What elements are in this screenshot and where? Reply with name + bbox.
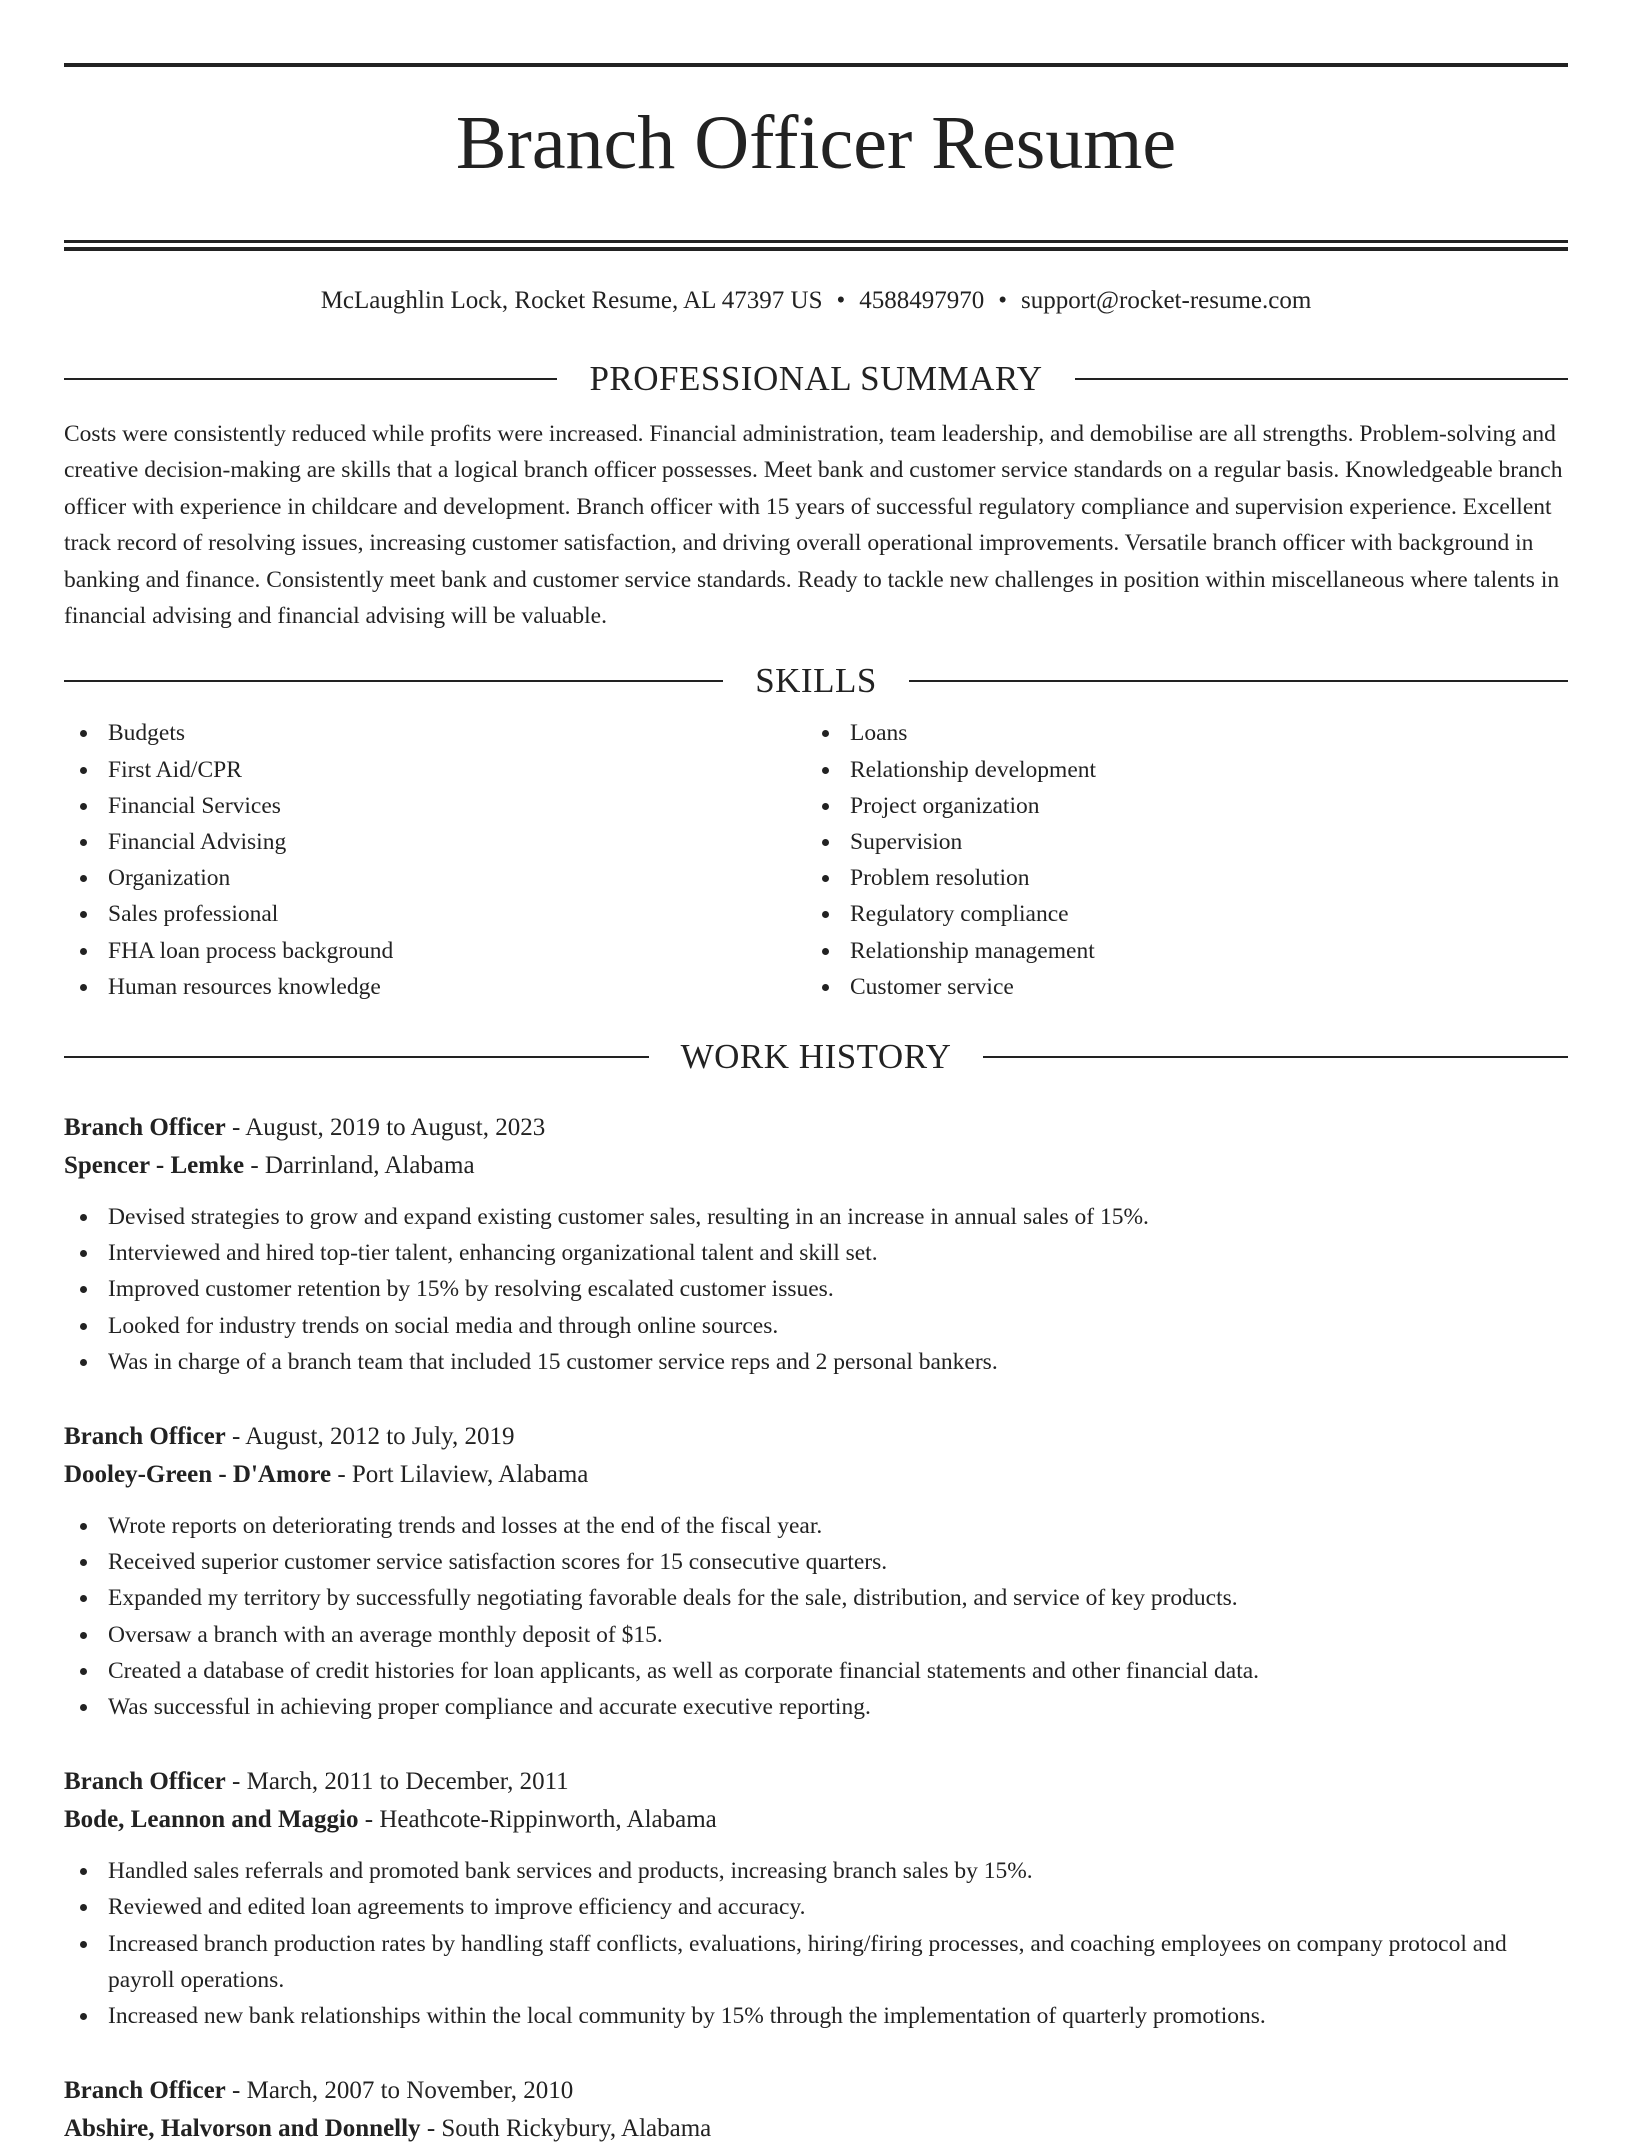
resume-page — [64, 0, 1568, 2148]
job-title-line — [64, 1418, 1568, 1456]
job-company-line — [64, 1456, 1568, 1494]
job-bullet: Looked for industry trends on social media and through online sources. — [64, 1308, 1568, 1344]
section-title: WORK HISTORY — [680, 1036, 952, 1076]
section-title: PROFESSIONAL SUMMARY — [589, 358, 1043, 398]
job-bullet: Interviewed and hired top-tier talent, enhancing organizational talent and skill set. — [64, 1235, 1568, 1271]
section-heading-summary — [64, 357, 1568, 401]
skill-item: Regulatory compliance — [806, 896, 1548, 932]
job-company-line — [64, 1147, 1568, 1185]
job-title: Branch Officer — [64, 2077, 226, 2105]
job-location: - Heathcote-Rippinworth, Alabama — [358, 1806, 717, 1834]
section-heading-work-history — [64, 1035, 1568, 1079]
job-title-line — [64, 1763, 1568, 1801]
job-bullet: Was successful in achieving proper compliance and accurate executive reporting. — [64, 1689, 1568, 1725]
top-rule — [64, 63, 1568, 67]
job-bullet: Received superior customer service satisfaction scores for 15 consecutive quarters. — [64, 1544, 1568, 1580]
job-title-line — [64, 1109, 1568, 1147]
skill-item: Project organization — [806, 788, 1548, 824]
skills-columns — [64, 715, 1568, 1005]
contact-separator: • — [998, 286, 1008, 314]
job-location: - Port Lilaview, Alabama — [331, 1460, 589, 1488]
page-title: Branch Officer Resume — [455, 101, 1177, 185]
job-company-line — [64, 2110, 1568, 2148]
job-company: Bode, Leannon and Maggio — [64, 1806, 359, 1834]
job-bullet: Devised strategies to grow and expand existing customer sales, resulting in an increase in annual sales of 15%. — [64, 1199, 1568, 1235]
job-location: - South Rickybury, Alabama — [420, 2115, 712, 2143]
job-company: Abshire, Halvorson and Donnelly — [64, 2115, 421, 2143]
skill-item: Budgets — [64, 715, 806, 751]
section-title: SKILLS — [755, 661, 877, 701]
skill-item: Loans — [806, 715, 1548, 751]
skill-item: Customer service — [806, 969, 1548, 1005]
heading-rule-right — [909, 680, 1568, 682]
job-entry — [64, 1418, 1568, 1725]
skill-item: First Aid/CPR — [64, 752, 806, 788]
skill-item: Supervision — [806, 824, 1548, 860]
skill-item: Financial Advising — [64, 824, 806, 860]
skills-list-right — [806, 715, 1548, 1005]
heading-rule-right — [983, 1056, 1568, 1058]
job-dates: - March, 2007 to November, 2010 — [225, 2077, 574, 2105]
skill-item: Relationship development — [806, 752, 1548, 788]
contact-email: support@rocket-resume.com — [1021, 286, 1312, 314]
section-heading-skills — [64, 659, 1568, 703]
job-title: Branch Officer — [64, 1768, 226, 1796]
job-bullets — [64, 1199, 1568, 1380]
contact-phone: 4588497970 — [859, 286, 985, 314]
job-bullet: Improved customer retention by 15% by resolving escalated customer issues. — [64, 1271, 1568, 1307]
skill-item: Problem resolution — [806, 860, 1548, 896]
skill-item: FHA loan process background — [64, 933, 806, 969]
job-title: Branch Officer — [64, 1113, 226, 1141]
job-dates: - August, 2012 to July, 2019 — [225, 1422, 515, 1450]
heading-rule-left — [64, 680, 723, 682]
contact-address: McLaughlin Lock, Rocket Resume, AL 47397 US — [320, 286, 823, 314]
job-bullets — [64, 1508, 1568, 1725]
job-bullet: Handled sales referrals and promoted bank services and products, increasing branch sales by 15%. — [64, 1853, 1568, 1889]
job-bullet: Created a database of credit histories for loan applicants, as well as corporate financial statements and other financial data. — [64, 1653, 1568, 1689]
job-bullet: Was in charge of a branch team that included 15 customer service reps and 2 personal bankers. — [64, 1344, 1568, 1380]
job-bullets — [64, 1853, 1568, 2034]
job-bullet: Oversaw a branch with an average monthly deposit of $15. — [64, 1617, 1568, 1653]
summary-paragraph: Costs were consistently reduced while profits were increased. Financial administration, team leadership, and demobilise are all strengths. Problem-solving and creative decision-making are skills that a logical branch officer possesses. Meet bank and customer service standards on a regular basis. Knowledgeable branch officer with experience in childcare and development. Branch officer with 15 years of successful regulatory compliance and supervision experience. Excellent track record of resolving issues, increasing customer satisfaction, and driving overall operational improvements. Versatile branch officer with background in banking and finance. Consistently meet bank and customer service standards. Ready to tackle new challenges in position within miscellaneous where talents in financial advising and financial advising will be valuable. — [64, 420, 1563, 629]
job-entry — [64, 2072, 1568, 2148]
skill-item: Sales professional — [64, 896, 806, 932]
heading-rule-right — [1075, 378, 1568, 380]
skill-item: Human resources knowledge — [64, 969, 806, 1005]
job-dates: - March, 2011 to December, 2011 — [225, 1768, 569, 1796]
job-dates: - August, 2019 to August, 2023 — [225, 1113, 546, 1141]
job-bullet: Increased new bank relationships within the local community by 15% through the implementation of quarterly promotions. — [64, 1998, 1568, 2034]
job-entry — [64, 1109, 1568, 1380]
job-title: Branch Officer — [64, 1422, 226, 1450]
job-bullet: Increased branch production rates by handling staff conflicts, evaluations, hiring/firing processes, and coaching employees on company protocol and payroll operations. — [64, 1926, 1568, 1998]
job-company-line — [64, 1801, 1568, 1839]
skill-item: Relationship management — [806, 933, 1548, 969]
skill-item: Financial Services — [64, 788, 806, 824]
job-entry — [64, 1763, 1568, 2034]
skills-list-left — [64, 715, 806, 1005]
skill-item: Organization — [64, 860, 806, 896]
job-bullet: Expanded my territory by successfully negotiating favorable deals for the sale, distribution, and service of key products. — [64, 1580, 1568, 1616]
heading-rule-left — [64, 378, 557, 380]
contact-line — [64, 285, 1568, 317]
job-location: - Darrinland, Alabama — [244, 1151, 475, 1179]
contact-separator: • — [836, 286, 846, 314]
job-company: Spencer - Lemke — [64, 1151, 245, 1179]
job-title-line — [64, 2072, 1568, 2110]
title-double-rule — [64, 240, 1568, 251]
heading-rule-left — [64, 1056, 649, 1058]
job-bullet: Reviewed and edited loan agreements to improve efficiency and accuracy. — [64, 1889, 1568, 1925]
job-bullet: Wrote reports on deteriorating trends and losses at the end of the fiscal year. — [64, 1508, 1568, 1544]
job-company: Dooley-Green - D'Amore — [64, 1460, 332, 1488]
